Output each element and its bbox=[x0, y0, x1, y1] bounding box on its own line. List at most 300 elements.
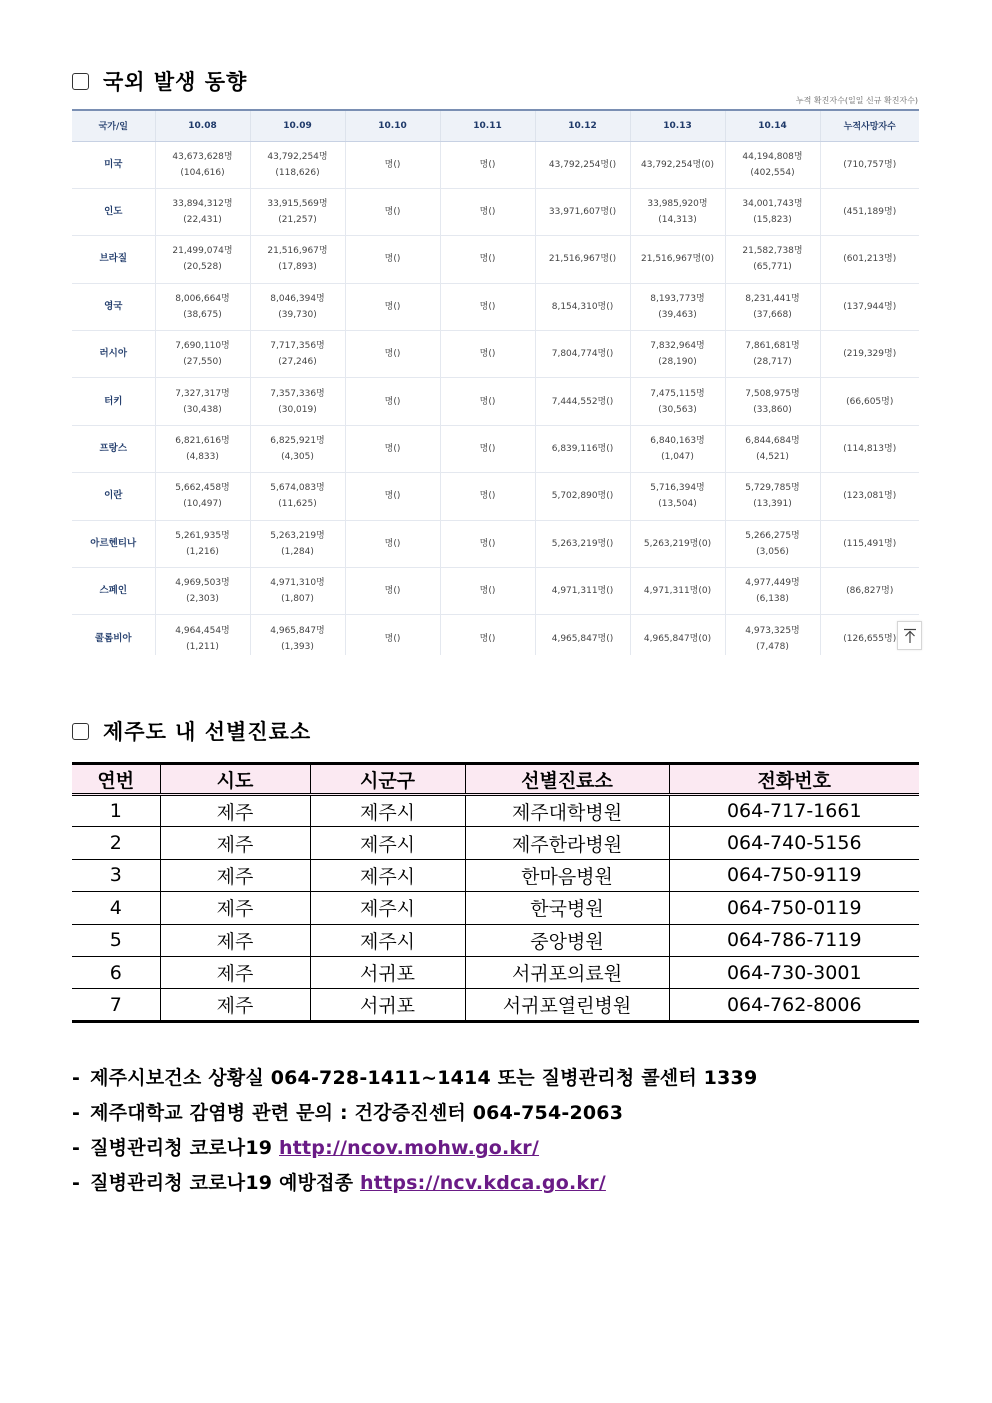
cumulative-value: 33,915,569명 bbox=[267, 199, 328, 210]
daily-new-value: (27,246) bbox=[278, 357, 317, 368]
daily-new-value: (1,284) bbox=[281, 546, 314, 557]
country-name: 영국 bbox=[72, 283, 155, 330]
cumulative-value: (86,827명) bbox=[846, 586, 894, 597]
cumulative-value: 34,001,743명 bbox=[742, 199, 803, 210]
cumulative-value: 8,154,310명() bbox=[551, 301, 614, 312]
cumulative-value: 6,825,921명 bbox=[270, 436, 325, 447]
daily-new-value: (118,626) bbox=[275, 167, 320, 178]
cumulative-value: (115,491명) bbox=[843, 538, 897, 549]
cumulative-value: 7,832,964명 bbox=[650, 341, 705, 352]
cumulative-value: 5,266,275명 bbox=[745, 530, 800, 541]
cumulative-value: 명() bbox=[479, 444, 496, 455]
cumulative-value: 4,971,311명(0) bbox=[643, 586, 712, 597]
cumulative-value: 43,792,254명 bbox=[267, 151, 328, 162]
case-count-cell bbox=[630, 425, 725, 472]
cumulative-value: 7,475,115명 bbox=[650, 388, 705, 399]
cumulative-value: 명() bbox=[479, 538, 496, 549]
case-count-cell bbox=[250, 188, 345, 235]
scroll-to-top-button[interactable] bbox=[897, 621, 922, 650]
daily-new-value: (1,807) bbox=[281, 594, 314, 605]
cumulative-value: 6,839,116명() bbox=[551, 444, 614, 455]
clinic-name: 중앙병원 bbox=[465, 924, 669, 956]
cumulative-value: 명() bbox=[479, 396, 496, 407]
header-deaths: 누적사망자수 bbox=[820, 110, 919, 141]
case-count-cell bbox=[155, 615, 250, 655]
cumulative-value: 명() bbox=[384, 396, 401, 407]
province: 제주 bbox=[160, 989, 310, 1021]
case-count-cell bbox=[535, 331, 630, 378]
overseas-row bbox=[72, 283, 919, 330]
cumulative-value: (66,605명) bbox=[846, 396, 894, 407]
case-count-cell bbox=[155, 568, 250, 615]
cumulative-value: 명() bbox=[384, 491, 401, 502]
case-count-cell bbox=[535, 283, 630, 330]
case-count-cell bbox=[535, 378, 630, 425]
death-count-cell bbox=[820, 568, 919, 615]
daily-new-value: (37,668) bbox=[753, 309, 792, 320]
row-number: 1 bbox=[72, 795, 160, 827]
bullet-dash: - bbox=[72, 1067, 81, 1089]
case-count-cell bbox=[725, 331, 820, 378]
overseas-row bbox=[72, 331, 919, 378]
section-title-clinics bbox=[72, 716, 311, 746]
province: 제주 bbox=[160, 859, 310, 891]
cumulative-value: 21,516,967명(0) bbox=[641, 254, 714, 265]
row-number: 7 bbox=[72, 989, 160, 1021]
daily-new-value: (21,257) bbox=[278, 215, 317, 226]
case-count-cell bbox=[345, 331, 440, 378]
cumulative-value: 33,894,312명 bbox=[172, 199, 233, 210]
cumulative-value: 명() bbox=[479, 254, 496, 265]
clinic-header-row bbox=[72, 764, 919, 795]
clinic-row bbox=[72, 956, 919, 988]
case-count-cell bbox=[440, 141, 535, 188]
death-count-cell bbox=[820, 473, 919, 520]
cumulative-value: 8,231,441명 bbox=[745, 293, 800, 304]
row-number: 2 bbox=[72, 827, 160, 859]
cumulative-value: (219,329명) bbox=[843, 349, 897, 360]
note-item bbox=[72, 1132, 757, 1167]
case-count-cell bbox=[345, 473, 440, 520]
cumulative-value: 명() bbox=[479, 207, 496, 218]
case-count-cell bbox=[440, 473, 535, 520]
case-count-cell bbox=[155, 236, 250, 283]
daily-new-value: (4,833) bbox=[186, 452, 219, 463]
overseas-row bbox=[72, 378, 919, 425]
cumulative-value: 21,516,967명() bbox=[548, 254, 617, 265]
case-count-cell bbox=[155, 283, 250, 330]
daily-new-value: (2,303) bbox=[186, 594, 219, 605]
cumulative-value: 4,964,454명 bbox=[175, 625, 230, 636]
note-item bbox=[72, 1062, 757, 1097]
cumulative-value: 4,973,325명 bbox=[745, 625, 800, 636]
cumulative-value: 명() bbox=[479, 633, 496, 644]
header-province: 시도 bbox=[160, 764, 310, 795]
cumulative-value: (126,655명) bbox=[843, 633, 897, 644]
cumulative-value: 명() bbox=[384, 159, 401, 170]
daily-new-value: (1,216) bbox=[186, 546, 219, 557]
cumulative-value: 4,965,847명() bbox=[551, 633, 614, 644]
case-count-cell bbox=[535, 473, 630, 520]
header-city: 시군구 bbox=[310, 764, 465, 795]
case-count-cell bbox=[345, 378, 440, 425]
case-count-cell bbox=[630, 283, 725, 330]
cumulative-value: 명() bbox=[384, 444, 401, 455]
phone-number: 064-762-8006 bbox=[669, 989, 919, 1021]
case-count-cell bbox=[155, 331, 250, 378]
case-count-cell bbox=[535, 568, 630, 615]
row-number: 4 bbox=[72, 892, 160, 924]
overseas-row bbox=[72, 520, 919, 567]
country-name: 미국 bbox=[72, 141, 155, 188]
city: 제주시 bbox=[310, 892, 465, 924]
province: 제주 bbox=[160, 827, 310, 859]
cumulative-value: 명() bbox=[479, 586, 496, 597]
contact-notes bbox=[72, 1062, 757, 1202]
clinic-row bbox=[72, 924, 919, 956]
cumulative-value: 7,861,681명 bbox=[745, 341, 800, 352]
table-note: 누적 확진자수(일일 신규 확진자수) bbox=[795, 96, 918, 105]
clinic-name: 서귀포의료원 bbox=[465, 956, 669, 988]
case-count-cell bbox=[440, 520, 535, 567]
daily-new-value: (1,211) bbox=[186, 641, 219, 652]
cumulative-value: 5,263,219명() bbox=[551, 538, 614, 549]
section-title-text: 국외 발생 동향 bbox=[103, 70, 248, 94]
case-count-cell bbox=[250, 236, 345, 283]
case-count-cell bbox=[440, 568, 535, 615]
checkbox-square-icon bbox=[72, 723, 89, 740]
death-count-cell bbox=[820, 331, 919, 378]
daily-new-value: (17,893) bbox=[278, 262, 317, 273]
cumulative-value: 7,444,552명() bbox=[551, 396, 614, 407]
note-item bbox=[72, 1097, 757, 1132]
cumulative-value: 5,662,458명 bbox=[175, 483, 230, 494]
case-count-cell bbox=[250, 520, 345, 567]
city: 제주시 bbox=[310, 827, 465, 859]
cumulative-value: 명() bbox=[384, 254, 401, 265]
row-number: 6 bbox=[72, 956, 160, 988]
case-count-cell bbox=[155, 473, 250, 520]
case-count-cell bbox=[250, 473, 345, 520]
cumulative-value: 33,971,607명() bbox=[548, 207, 617, 218]
country-name: 인도 bbox=[72, 188, 155, 235]
case-count-cell bbox=[725, 473, 820, 520]
case-count-cell bbox=[535, 236, 630, 283]
case-count-cell bbox=[345, 425, 440, 472]
cumulative-value: 21,516,967명 bbox=[267, 246, 328, 257]
cumulative-value: 5,674,083명 bbox=[270, 483, 325, 494]
case-count-cell bbox=[440, 188, 535, 235]
case-count-cell bbox=[345, 615, 440, 655]
case-count-cell bbox=[630, 473, 725, 520]
cumulative-value: 7,357,336명 bbox=[270, 388, 325, 399]
overseas-header-row bbox=[72, 110, 919, 141]
country-name: 콜롬비아 bbox=[72, 615, 155, 655]
case-count-cell bbox=[250, 425, 345, 472]
daily-new-value: (30,563) bbox=[658, 404, 697, 415]
cumulative-value: 5,729,785명 bbox=[745, 483, 800, 494]
case-count-cell bbox=[725, 188, 820, 235]
row-number: 5 bbox=[72, 924, 160, 956]
arrow-up-icon bbox=[903, 628, 917, 644]
cumulative-value: 43,673,628명 bbox=[172, 151, 233, 162]
phone-number: 064-750-0119 bbox=[669, 892, 919, 924]
cumulative-value: 7,690,110명 bbox=[175, 341, 230, 352]
case-count-cell bbox=[630, 141, 725, 188]
overseas-row bbox=[72, 188, 919, 235]
overseas-row bbox=[72, 141, 919, 188]
cumulative-value: 명() bbox=[384, 586, 401, 597]
cumulative-value: 명() bbox=[479, 301, 496, 312]
cumulative-value: 5,702,890명() bbox=[551, 491, 614, 502]
case-count-cell bbox=[725, 141, 820, 188]
header-country: 국가/일 bbox=[72, 110, 155, 141]
overseas-row bbox=[72, 615, 919, 655]
cumulative-value: 21,499,074명 bbox=[172, 246, 233, 257]
bullet-dash: - bbox=[72, 1102, 81, 1124]
daily-new-value: (4,305) bbox=[281, 452, 314, 463]
case-count-cell bbox=[345, 141, 440, 188]
header-date: 10.11 bbox=[440, 110, 535, 141]
daily-new-value: (7,478) bbox=[756, 641, 789, 652]
country-name: 이란 bbox=[72, 473, 155, 520]
cumulative-value: 44,194,808명 bbox=[742, 151, 803, 162]
case-count-cell bbox=[345, 283, 440, 330]
case-count-cell bbox=[630, 378, 725, 425]
phone-number: 064-717-1661 bbox=[669, 795, 919, 827]
case-count-cell bbox=[250, 378, 345, 425]
city: 서귀포 bbox=[310, 989, 465, 1021]
bullet-dash: - bbox=[72, 1172, 81, 1194]
daily-new-value: (15,823) bbox=[753, 215, 792, 226]
case-count-cell bbox=[630, 331, 725, 378]
death-count-cell bbox=[820, 141, 919, 188]
case-count-cell bbox=[440, 425, 535, 472]
cumulative-value: 명() bbox=[384, 538, 401, 549]
header-date: 10.10 bbox=[345, 110, 440, 141]
death-count-cell bbox=[820, 236, 919, 283]
city: 제주시 bbox=[310, 924, 465, 956]
daily-new-value: (402,554) bbox=[750, 167, 795, 178]
daily-new-value: (4,521) bbox=[756, 452, 789, 463]
country-name: 프랑스 bbox=[72, 425, 155, 472]
case-count-cell bbox=[535, 520, 630, 567]
phone-number: 064-740-5156 bbox=[669, 827, 919, 859]
case-count-cell bbox=[250, 615, 345, 655]
cumulative-value: (123,081명) bbox=[843, 491, 897, 502]
case-count-cell bbox=[725, 425, 820, 472]
cumulative-value: 4,977,449명 bbox=[745, 578, 800, 589]
death-count-cell bbox=[820, 378, 919, 425]
cumulative-value: (451,189명) bbox=[843, 207, 897, 218]
clinic-name: 제주한라병원 bbox=[465, 827, 669, 859]
cumulative-value: 명() bbox=[479, 491, 496, 502]
case-count-cell bbox=[155, 378, 250, 425]
daily-new-value: (65,771) bbox=[753, 262, 792, 273]
case-count-cell bbox=[725, 378, 820, 425]
case-count-cell bbox=[440, 283, 535, 330]
case-count-cell bbox=[725, 236, 820, 283]
overseas-row bbox=[72, 425, 919, 472]
daily-new-value: (10,497) bbox=[183, 499, 222, 510]
overseas-row bbox=[72, 473, 919, 520]
case-count-cell bbox=[155, 425, 250, 472]
cumulative-value: 43,792,254명(0) bbox=[641, 159, 714, 170]
clinic-row bbox=[72, 989, 919, 1021]
clinic-row bbox=[72, 892, 919, 924]
case-count-cell bbox=[345, 236, 440, 283]
country-name: 스페인 bbox=[72, 568, 155, 615]
cumulative-value: 7,804,774명() bbox=[551, 349, 614, 360]
clinic-row bbox=[72, 827, 919, 859]
vaccination-link[interactable]: https://ncv.kdca.go.kr/ bbox=[360, 1172, 606, 1194]
country-name: 아르헨티나 bbox=[72, 520, 155, 567]
daily-new-value: (11,625) bbox=[278, 499, 317, 510]
death-count-cell bbox=[820, 283, 919, 330]
clinic-name: 서귀포열린병원 bbox=[465, 989, 669, 1021]
clinic-row bbox=[72, 795, 919, 827]
phone-number: 064-730-3001 bbox=[669, 956, 919, 988]
case-count-cell bbox=[725, 520, 820, 567]
daily-new-value: (30,019) bbox=[278, 404, 317, 415]
case-count-cell bbox=[440, 236, 535, 283]
cumulative-value: (601,213명) bbox=[843, 254, 897, 265]
province: 제주 bbox=[160, 795, 310, 827]
header-number: 연번 bbox=[72, 764, 160, 795]
cumulative-value: 7,327,317명 bbox=[175, 388, 230, 399]
section-title-overseas bbox=[72, 66, 247, 96]
daily-new-value: (39,463) bbox=[658, 309, 697, 320]
header-date: 10.12 bbox=[535, 110, 630, 141]
cumulative-value: 6,821,616명 bbox=[175, 436, 230, 447]
daily-new-value: (6,138) bbox=[756, 594, 789, 605]
daily-new-value: (13,391) bbox=[753, 499, 792, 510]
case-count-cell bbox=[535, 141, 630, 188]
section-title-text: 제주도 내 선별진료소 bbox=[103, 720, 312, 744]
cumulative-value: (710,757명) bbox=[843, 159, 897, 170]
case-count-cell bbox=[345, 520, 440, 567]
header-phone: 전화번호 bbox=[669, 764, 919, 795]
case-count-cell bbox=[155, 141, 250, 188]
province: 제주 bbox=[160, 892, 310, 924]
checkbox-square-icon bbox=[72, 73, 89, 90]
clinic-table bbox=[72, 762, 919, 1023]
overseas-table bbox=[72, 109, 919, 655]
cumulative-value: 4,971,310명 bbox=[270, 578, 325, 589]
case-count-cell bbox=[630, 188, 725, 235]
overseas-row bbox=[72, 568, 919, 615]
cumulative-value: 7,508,975명 bbox=[745, 388, 800, 399]
country-name: 터키 bbox=[72, 378, 155, 425]
note-text: 제주시보건소 상황실 064-728-1411~1414 또는 질병관리청 콜센터 1339 bbox=[90, 1067, 758, 1089]
cumulative-value: 7,717,356명 bbox=[270, 341, 325, 352]
daily-new-value: (27,550) bbox=[183, 357, 222, 368]
clinic-row bbox=[72, 859, 919, 891]
daily-new-value: (30,438) bbox=[183, 404, 222, 415]
country-name: 러시아 bbox=[72, 331, 155, 378]
case-count-cell bbox=[535, 188, 630, 235]
daily-new-value: (28,717) bbox=[753, 357, 792, 368]
header-date: 10.13 bbox=[630, 110, 725, 141]
ncov-link[interactable]: http://ncov.mohw.go.kr/ bbox=[279, 1137, 540, 1159]
clinic-name: 한국병원 bbox=[465, 892, 669, 924]
case-count-cell bbox=[155, 188, 250, 235]
daily-new-value: (14,313) bbox=[658, 215, 697, 226]
daily-new-value: (1,393) bbox=[281, 641, 314, 652]
cumulative-value: 명() bbox=[479, 159, 496, 170]
city: 제주시 bbox=[310, 795, 465, 827]
daily-new-value: (104,616) bbox=[180, 167, 225, 178]
cumulative-value: 명() bbox=[384, 301, 401, 312]
bullet-dash: - bbox=[72, 1137, 81, 1159]
death-count-cell bbox=[820, 188, 919, 235]
cumulative-value: 명() bbox=[479, 349, 496, 360]
overseas-table-container bbox=[72, 109, 919, 655]
cumulative-value: 5,263,219명 bbox=[270, 530, 325, 541]
note-text: 질병관리청 코로나19 예방접종 bbox=[90, 1172, 361, 1194]
case-count-cell bbox=[250, 283, 345, 330]
daily-new-value: (13,504) bbox=[658, 499, 697, 510]
clinic-name: 한마음병원 bbox=[465, 859, 669, 891]
case-count-cell bbox=[725, 615, 820, 655]
case-count-cell bbox=[630, 520, 725, 567]
cumulative-value: 5,261,935명 bbox=[175, 530, 230, 541]
daily-new-value: (22,431) bbox=[183, 215, 222, 226]
death-count-cell bbox=[820, 520, 919, 567]
case-count-cell bbox=[250, 331, 345, 378]
case-count-cell bbox=[345, 188, 440, 235]
case-count-cell bbox=[535, 425, 630, 472]
cumulative-value: 4,969,503명 bbox=[175, 578, 230, 589]
cumulative-value: 33,985,920명 bbox=[647, 199, 708, 210]
note-text: 제주대학교 감염병 관련 문의 : 건강증진센터 064-754-2063 bbox=[90, 1102, 624, 1124]
note-text: 질병관리청 코로나19 bbox=[90, 1137, 279, 1159]
cumulative-value: 5,716,394명 bbox=[650, 483, 705, 494]
case-count-cell bbox=[440, 615, 535, 655]
city: 제주시 bbox=[310, 859, 465, 891]
cumulative-value: 4,965,847명(0) bbox=[643, 633, 712, 644]
cumulative-value: 21,582,738명 bbox=[742, 246, 803, 257]
cumulative-value: 4,965,847명 bbox=[270, 625, 325, 636]
note-item bbox=[72, 1167, 757, 1202]
row-number: 3 bbox=[72, 859, 160, 891]
header-date: 10.09 bbox=[250, 110, 345, 141]
cumulative-value: 5,263,219명(0) bbox=[643, 538, 712, 549]
cumulative-value: 명() bbox=[384, 633, 401, 644]
cumulative-value: 8,046,394명 bbox=[270, 293, 325, 304]
phone-number: 064-786-7119 bbox=[669, 924, 919, 956]
case-count-cell bbox=[725, 568, 820, 615]
overseas-row bbox=[72, 236, 919, 283]
header-date: 10.08 bbox=[155, 110, 250, 141]
daily-new-value: (28,190) bbox=[658, 357, 697, 368]
province: 제주 bbox=[160, 924, 310, 956]
case-count-cell bbox=[440, 331, 535, 378]
clinic-name: 제주대학병원 bbox=[465, 795, 669, 827]
header-date: 10.14 bbox=[725, 110, 820, 141]
header-clinic: 선별진료소 bbox=[465, 764, 669, 795]
daily-new-value: (39,730) bbox=[278, 309, 317, 320]
cumulative-value: 6,844,684명 bbox=[745, 436, 800, 447]
daily-new-value: (1,047) bbox=[661, 452, 694, 463]
case-count-cell bbox=[630, 568, 725, 615]
case-count-cell bbox=[630, 236, 725, 283]
cumulative-value: 43,792,254명() bbox=[548, 159, 617, 170]
case-count-cell bbox=[250, 568, 345, 615]
daily-new-value: (20,528) bbox=[183, 262, 222, 273]
phone-number: 064-750-9119 bbox=[669, 859, 919, 891]
case-count-cell bbox=[725, 283, 820, 330]
